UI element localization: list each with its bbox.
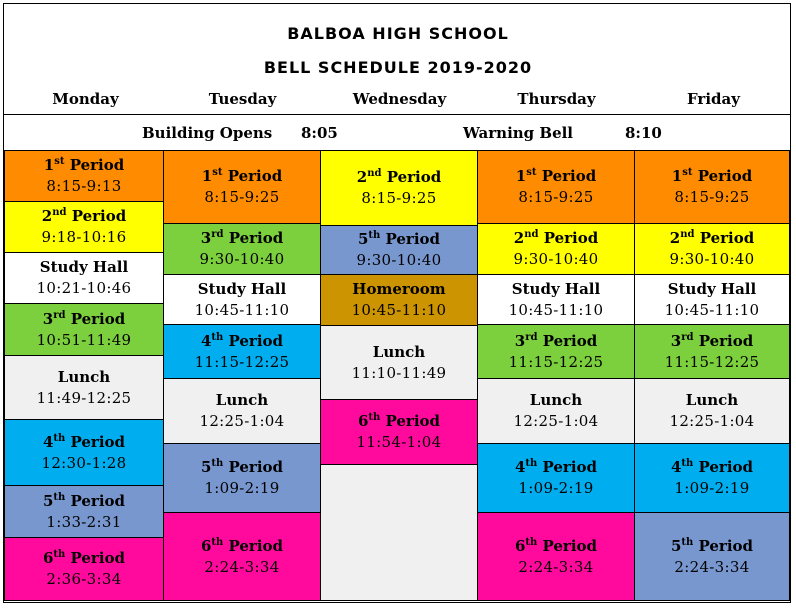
- period-title: Period: [381, 168, 442, 186]
- period-title: Lunch: [372, 342, 426, 361]
- period-title: Lunch: [529, 391, 583, 409]
- period-title: Period: [223, 458, 284, 476]
- period-number: 2: [513, 229, 525, 247]
- period-cell-wednesday-empty: [320, 464, 478, 601]
- period-number: 4: [514, 458, 526, 476]
- ordinal-suffix: th: [368, 230, 381, 241]
- period-name: [201, 457, 283, 478]
- period-title: Period: [223, 331, 284, 350]
- ordinal-suffix: th: [53, 432, 66, 444]
- period-title: Period: [66, 207, 127, 225]
- ordinal-suffix: rd: [53, 309, 66, 321]
- building-opens-label: Building Opens: [142, 124, 273, 142]
- bell-schedule-sheet: [3, 3, 791, 603]
- ordinal-suffix: th: [211, 458, 224, 469]
- period-name: [512, 279, 600, 300]
- period-number: 4: [670, 458, 682, 476]
- period-name: [40, 257, 128, 278]
- ordinal-suffix: st: [54, 156, 65, 167]
- period-title: Period: [537, 331, 598, 350]
- period-time: 8:15-9:25: [361, 189, 437, 207]
- ordinal-suffix: st: [212, 167, 223, 178]
- ordinal-suffix: th: [53, 491, 66, 503]
- ordinal-suffix: th: [211, 331, 224, 343]
- period-time: 10:45-11:10: [194, 300, 290, 319]
- period-cell-monday-study-hall: [4, 252, 164, 304]
- period-cell-tuesday-6th-period: [163, 512, 321, 601]
- school-title: BALBOA HIGH SCHOOL: [287, 24, 509, 43]
- period-name: [357, 167, 441, 188]
- period-name: [43, 491, 125, 512]
- period-name: [43, 432, 125, 453]
- period-time: 10:21-10:46: [36, 279, 132, 297]
- period-time: 11:15-12:25: [664, 352, 760, 371]
- period-cell-friday-lunch: [634, 378, 790, 444]
- period-time: 10:45-11:10: [508, 300, 604, 319]
- period-name: [43, 309, 125, 330]
- period-name: [670, 228, 754, 249]
- period-cell-thursday-3rd-period: [477, 324, 635, 379]
- schedule-title: BELL SCHEDULE 2019-2020: [263, 58, 533, 77]
- period-title: Period: [223, 536, 284, 555]
- period-title: Homeroom: [352, 280, 446, 298]
- period-number: 1: [671, 167, 683, 185]
- ordinal-suffix: nd: [52, 207, 67, 218]
- period-title: Period: [693, 458, 754, 476]
- period-time: 1:33-2:31: [46, 512, 122, 531]
- warning-bell-label: Warning Bell: [463, 124, 574, 142]
- ordinal-suffix: th: [681, 458, 694, 469]
- period-cell-wednesday-homeroom: [320, 274, 478, 326]
- period-name: [373, 342, 425, 363]
- period-number: 6: [357, 412, 369, 430]
- ordinal-suffix: st: [682, 167, 693, 178]
- period-title: Period: [65, 549, 126, 567]
- ordinal-suffix: nd: [680, 229, 695, 240]
- period-number: 4: [200, 331, 212, 350]
- period-time: 11:15-12:25: [194, 352, 290, 371]
- period-cell-thursday-6th-period: [477, 512, 635, 601]
- period-name: [671, 457, 753, 478]
- period-number: 2: [669, 229, 681, 247]
- period-name: [514, 228, 598, 249]
- period-time: 11:15-12:25: [508, 352, 604, 371]
- ordinal-suffix: st: [526, 167, 537, 178]
- period-time: 2:24-3:34: [518, 557, 594, 576]
- period-title: Period: [537, 536, 598, 555]
- period-name: [515, 331, 597, 352]
- ordinal-suffix: nd: [367, 168, 382, 179]
- period-time: 2:24-3:34: [674, 557, 750, 576]
- period-time: 9:18-10:16: [41, 228, 127, 246]
- period-cell-thursday-study-hall: [477, 274, 635, 325]
- period-time: 2:36-3:34: [46, 570, 122, 588]
- period-title: Study Hall: [667, 279, 757, 298]
- period-time: 9:30-10:40: [513, 250, 599, 268]
- period-cell-thursday-lunch: [477, 378, 635, 444]
- period-cell-friday-4th-period: [634, 443, 790, 513]
- period-number: 5: [200, 458, 212, 476]
- period-number: 6: [514, 536, 526, 555]
- period-number: 2: [356, 168, 368, 186]
- period-time: 12:30-1:28: [41, 453, 127, 472]
- day-header-thursday: Thursday: [517, 90, 596, 108]
- period-title: Period: [64, 156, 125, 174]
- period-number: 6: [200, 536, 212, 555]
- period-cell-tuesday-3rd-period: [163, 223, 321, 275]
- period-time: 2:24-3:34: [204, 557, 280, 576]
- period-name: [358, 411, 440, 432]
- period-number: 3: [42, 309, 54, 328]
- period-name: [671, 536, 753, 557]
- period-time: 9:30-10:40: [356, 251, 442, 269]
- period-time: 8:15-9:13: [46, 177, 122, 195]
- period-time: 10:45-11:10: [351, 301, 447, 319]
- period-title: Lunch: [215, 391, 269, 409]
- period-name: [216, 390, 268, 411]
- opening-row: [4, 114, 790, 153]
- period-title: Study Hall: [511, 279, 601, 298]
- period-name: [202, 166, 282, 187]
- period-cell-tuesday-1st-period: [163, 150, 321, 224]
- ordinal-suffix: th: [525, 536, 538, 548]
- period-time: 1:09-2:19: [674, 479, 750, 497]
- ordinal-suffix: th: [681, 536, 694, 548]
- period-cell-thursday-4th-period: [477, 443, 635, 513]
- period-name: [352, 279, 445, 300]
- period-name: [201, 331, 283, 352]
- period-time: 1:09-2:19: [204, 479, 280, 497]
- period-cell-wednesday-2nd-period: [320, 150, 478, 226]
- period-name: [515, 536, 597, 557]
- warning-bell-time: 8:10: [625, 124, 662, 142]
- period-name: [44, 155, 124, 176]
- period-cell-wednesday-6th-period: [320, 399, 478, 465]
- period-name: [198, 279, 286, 300]
- period-name: [58, 367, 110, 388]
- period-number: 4: [42, 432, 54, 451]
- period-number: 1: [515, 167, 527, 185]
- period-cell-monday-1st-period: [4, 150, 164, 202]
- period-cell-thursday-1st-period: [477, 150, 635, 224]
- period-number: 3: [670, 331, 682, 350]
- period-title: Period: [222, 167, 283, 185]
- period-title: Period: [694, 229, 755, 247]
- ordinal-suffix: th: [211, 536, 224, 548]
- period-title: Period: [536, 167, 597, 185]
- period-title: Study Hall: [39, 258, 129, 276]
- period-name: [43, 548, 125, 569]
- period-number: 3: [200, 229, 212, 247]
- period-name: [672, 166, 752, 187]
- period-name: [530, 390, 582, 411]
- period-name: [42, 206, 126, 227]
- period-name: [516, 166, 596, 187]
- period-cell-monday-lunch: [4, 355, 164, 420]
- period-time: 12:25-1:04: [669, 412, 755, 430]
- day-header-tuesday: Tuesday: [208, 90, 277, 108]
- period-name: [668, 279, 756, 300]
- period-time: 10:51-11:49: [36, 330, 132, 349]
- day-header-wednesday: Wednesday: [352, 90, 447, 108]
- period-time: 8:15-9:25: [674, 188, 750, 206]
- ordinal-suffix: rd: [211, 229, 224, 240]
- period-cell-tuesday-lunch: [163, 378, 321, 444]
- period-time: 8:15-9:25: [518, 188, 594, 206]
- period-time: 12:25-1:04: [513, 412, 599, 430]
- ordinal-suffix: nd: [524, 229, 539, 240]
- ordinal-suffix: th: [53, 549, 66, 560]
- period-number: 1: [43, 156, 55, 174]
- period-number: 2: [41, 207, 53, 225]
- period-title: Lunch: [685, 391, 739, 409]
- period-cell-wednesday-5th-period: [320, 225, 478, 275]
- period-title: Lunch: [57, 367, 111, 386]
- ordinal-suffix: th: [368, 412, 381, 423]
- period-title: Period: [65, 309, 126, 328]
- period-title: Period: [692, 167, 753, 185]
- period-name: [358, 229, 440, 250]
- period-number: 5: [42, 491, 54, 510]
- period-number: 3: [514, 331, 526, 350]
- period-time: 12:25-1:04: [199, 412, 285, 430]
- period-name: [671, 331, 753, 352]
- period-time: 10:45-11:10: [664, 300, 760, 319]
- period-time: 11:10-11:49: [351, 363, 447, 382]
- period-time: 1:09-2:19: [518, 479, 594, 497]
- period-title: Period: [693, 331, 754, 350]
- period-name: [201, 536, 283, 557]
- period-cell-monday-6th-period: [4, 537, 164, 601]
- period-number: 1: [201, 167, 213, 185]
- ordinal-suffix: rd: [525, 331, 538, 343]
- period-name: [201, 228, 283, 249]
- period-title: Period: [65, 432, 126, 451]
- building-opens-time: 8:05: [301, 124, 338, 142]
- period-time: 9:30-10:40: [199, 250, 285, 268]
- ordinal-suffix: th: [525, 458, 538, 469]
- period-cell-monday-4th-period: [4, 419, 164, 486]
- period-cell-monday-5th-period: [4, 485, 164, 538]
- period-cell-friday-study-hall: [634, 274, 790, 325]
- period-time: 8:15-9:25: [204, 188, 280, 206]
- period-cell-wednesday-lunch: [320, 325, 478, 400]
- period-name: [515, 457, 597, 478]
- period-name: [686, 390, 738, 411]
- period-number: 6: [42, 549, 54, 567]
- period-cell-friday-5th-period: [634, 512, 790, 601]
- period-time: 11:49-12:25: [36, 388, 132, 407]
- period-cell-monday-2nd-period: [4, 201, 164, 253]
- ordinal-suffix: rd: [681, 331, 694, 343]
- period-title: Period: [537, 458, 598, 476]
- day-header-monday: Monday: [52, 90, 119, 108]
- period-cell-friday-1st-period: [634, 150, 790, 224]
- period-title: Period: [380, 230, 441, 248]
- period-time: 9:30-10:40: [669, 250, 755, 268]
- period-cell-tuesday-study-hall: [163, 274, 321, 325]
- period-title: Period: [65, 491, 126, 510]
- period-title: Period: [380, 412, 441, 430]
- period-cell-tuesday-4th-period: [163, 324, 321, 379]
- period-cell-thursday-2nd-period: [477, 223, 635, 275]
- period-cell-monday-3rd-period: [4, 303, 164, 356]
- period-time: 11:54-1:04: [356, 433, 442, 451]
- period-title: Period: [223, 229, 284, 247]
- period-cell-friday-3rd-period: [634, 324, 790, 379]
- period-title: Study Hall: [197, 279, 287, 298]
- period-number: 5: [670, 536, 682, 555]
- period-number: 5: [357, 230, 369, 248]
- period-cell-friday-2nd-period: [634, 223, 790, 275]
- day-header-friday: Friday: [687, 90, 740, 108]
- period-title: Period: [538, 229, 599, 247]
- period-cell-tuesday-5th-period: [163, 443, 321, 513]
- period-title: Period: [693, 536, 754, 555]
